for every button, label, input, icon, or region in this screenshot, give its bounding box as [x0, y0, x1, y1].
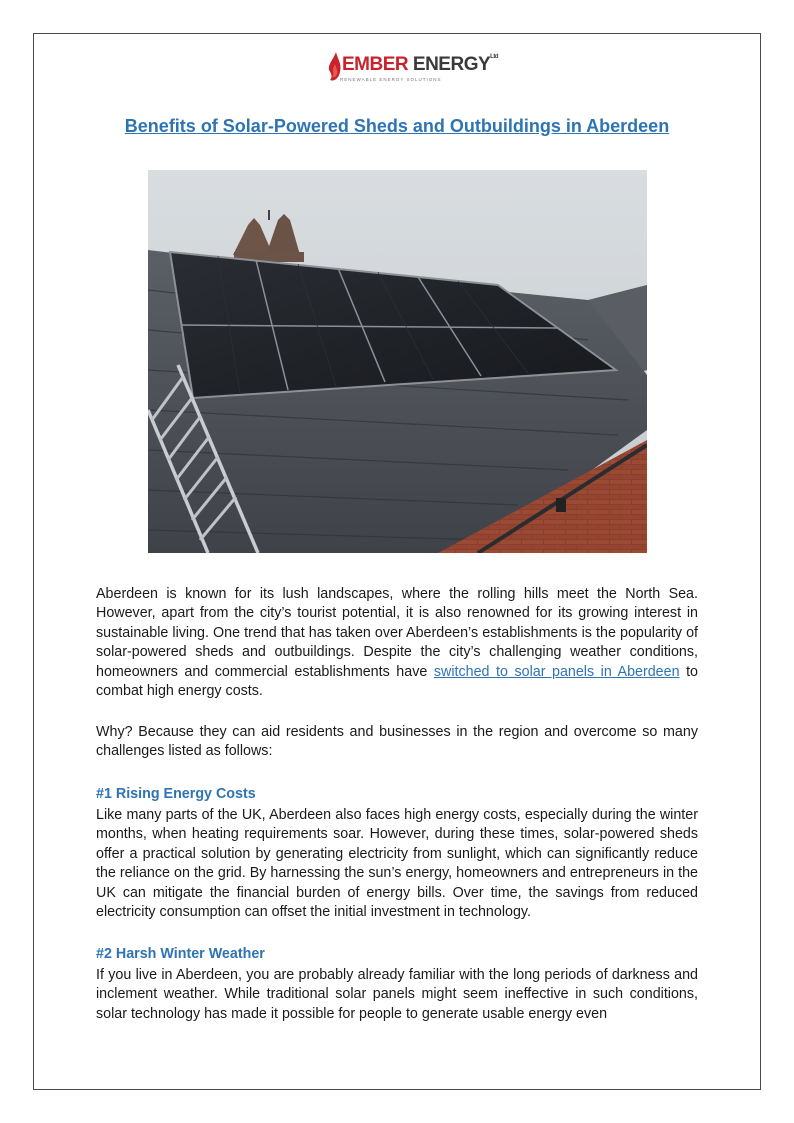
ember-energy-logo[interactable]	[328, 50, 498, 86]
intro-text-before: Aberdeen is known for its lush landscapes, where the rolling hills meet the North Sea. However, apart from the city’s tourist potential, it is also renowned for its growing interest in sustainable living. One trend that has taken over Aberdeen’s establishments is the popularity of solar-powered sheds and outbuildings. Despite the city’s challenging weather conditions, homeowners and commercial establishments have	[96, 586, 698, 680]
section-2-text: If you live in Aberdeen, you are probably already familiar with the long periods of darkness and inclement weather. While traditional solar panels might seem ineffective in such conditions, solar technology has made it possible for people to generate usable energy even	[96, 967, 698, 1022]
logo-wordmark	[342, 54, 498, 76]
why-paragraph: Why? Because they can aid residents and businesses in the region and overcome so many challenges listed as follows:	[96, 724, 698, 760]
page-title[interactable]: Benefits of Solar-Powered Sheds and Outbuildings in Aberdeen	[124, 116, 670, 136]
section-2-heading: #2 Harsh Winter Weather	[96, 946, 265, 962]
section-1-heading: #1 Rising Energy Costs	[96, 786, 256, 802]
logo-energy-text: ENERGY	[412, 54, 491, 75]
solar-panels-aberdeen-link[interactable]: switched to solar panels in Aberdeen	[433, 663, 680, 680]
intro-paragraph	[96, 585, 698, 701]
hero-image	[148, 170, 647, 553]
intro-text-after: to combat high energy costs.	[96, 663, 699, 700]
logo-tagline: RENEWABLE ENERGY SOLUTIONS	[340, 77, 442, 82]
photo-solar-panels-on-roof-icon	[148, 170, 647, 553]
logo-ember-text: EMBER	[342, 54, 409, 75]
section-1-text: Like many parts of the UK, Aberdeen also faces high energy costs, especially during the winter months, when heating requirements soar. However, during these times, solar-powered sheds offer a practical solution by generating electricity from sunlight, which can significantly reduce the reliance on the grid. By harnessing the sun’s energy, homeowners and entrepreneurs in the UK can mitigate the financial burden of energy bills. Over time, the savings from reduced electricity consumption can offset the initial investment in technology.	[96, 807, 698, 921]
logo-trademark: Ltd	[490, 54, 498, 60]
